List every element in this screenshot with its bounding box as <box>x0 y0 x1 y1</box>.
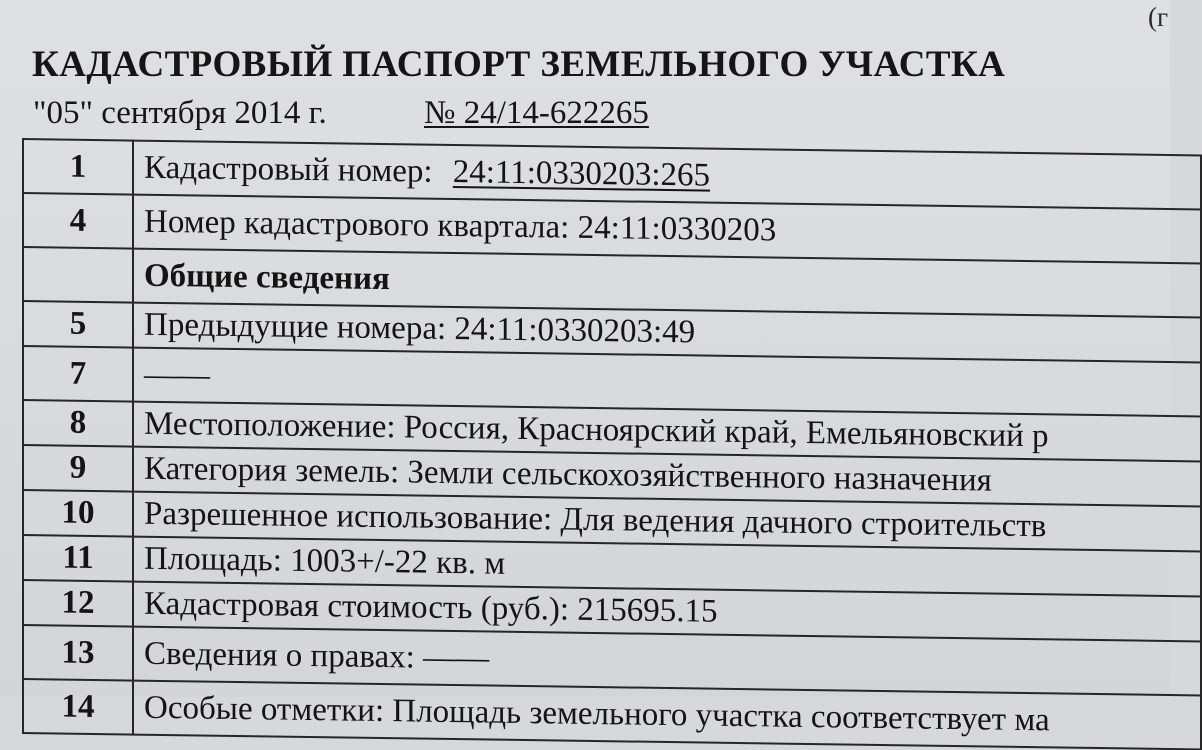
row-number: 5 <box>23 301 133 348</box>
row-content: Местоположение: Россия, Красноярский край, Емельяновский р <box>133 402 1201 462</box>
row-number: 7 <box>23 346 133 402</box>
row-number: 9 <box>23 445 133 492</box>
row-content: Особые отметки: Площадь земельного участка соответствует ма <box>133 681 1201 750</box>
row-number: 1 <box>23 139 133 195</box>
row-number: 12 <box>23 580 133 627</box>
cadastral-number-value: 24:11:0330203:265 <box>452 153 711 194</box>
corner-mark: (г <box>1148 2 1169 32</box>
passport-table <box>22 138 1202 750</box>
document-title: КАДАСТРОВЫЙ ПАСПОРТ ЗЕМЕЛЬНОГО УЧАСТКА <box>32 44 1006 85</box>
row-content: Сведения о правах: —— <box>133 627 1201 696</box>
document-number: № 24/14-622265 <box>424 95 649 131</box>
row-content: Номер кадастрового квартала: 24:11:0330203 <box>133 195 1201 264</box>
row-number <box>23 247 133 303</box>
row-number: 8 <box>23 400 133 447</box>
row-content: —— <box>133 348 1201 417</box>
section-heading: Общие сведения <box>133 249 1201 318</box>
row-content: Площадь: 1003+/-22 кв. м <box>133 537 1201 597</box>
document-date: "05" сентября 2014 г. <box>33 95 327 131</box>
row-content: Разрешенное использование: Для ведения дачного строительств <box>133 492 1201 552</box>
row-content: Категория земель: Земли сельскохозяйственного назначения <box>133 447 1201 507</box>
row-content: Кадастровая стоимость (руб.): 215695.15 <box>133 582 1201 642</box>
row-number: 4 <box>23 193 133 249</box>
passport-table-wrapper <box>22 138 1192 738</box>
row-number: 13 <box>23 625 133 681</box>
row-number: 14 <box>23 679 133 735</box>
row-number: 11 <box>23 535 133 582</box>
row-number: 10 <box>23 490 133 537</box>
cadastral-number-label: Кадастровый номер: <box>144 149 433 190</box>
row-content: Предыдущие номера: 24:11:0330203:49 <box>133 303 1201 363</box>
